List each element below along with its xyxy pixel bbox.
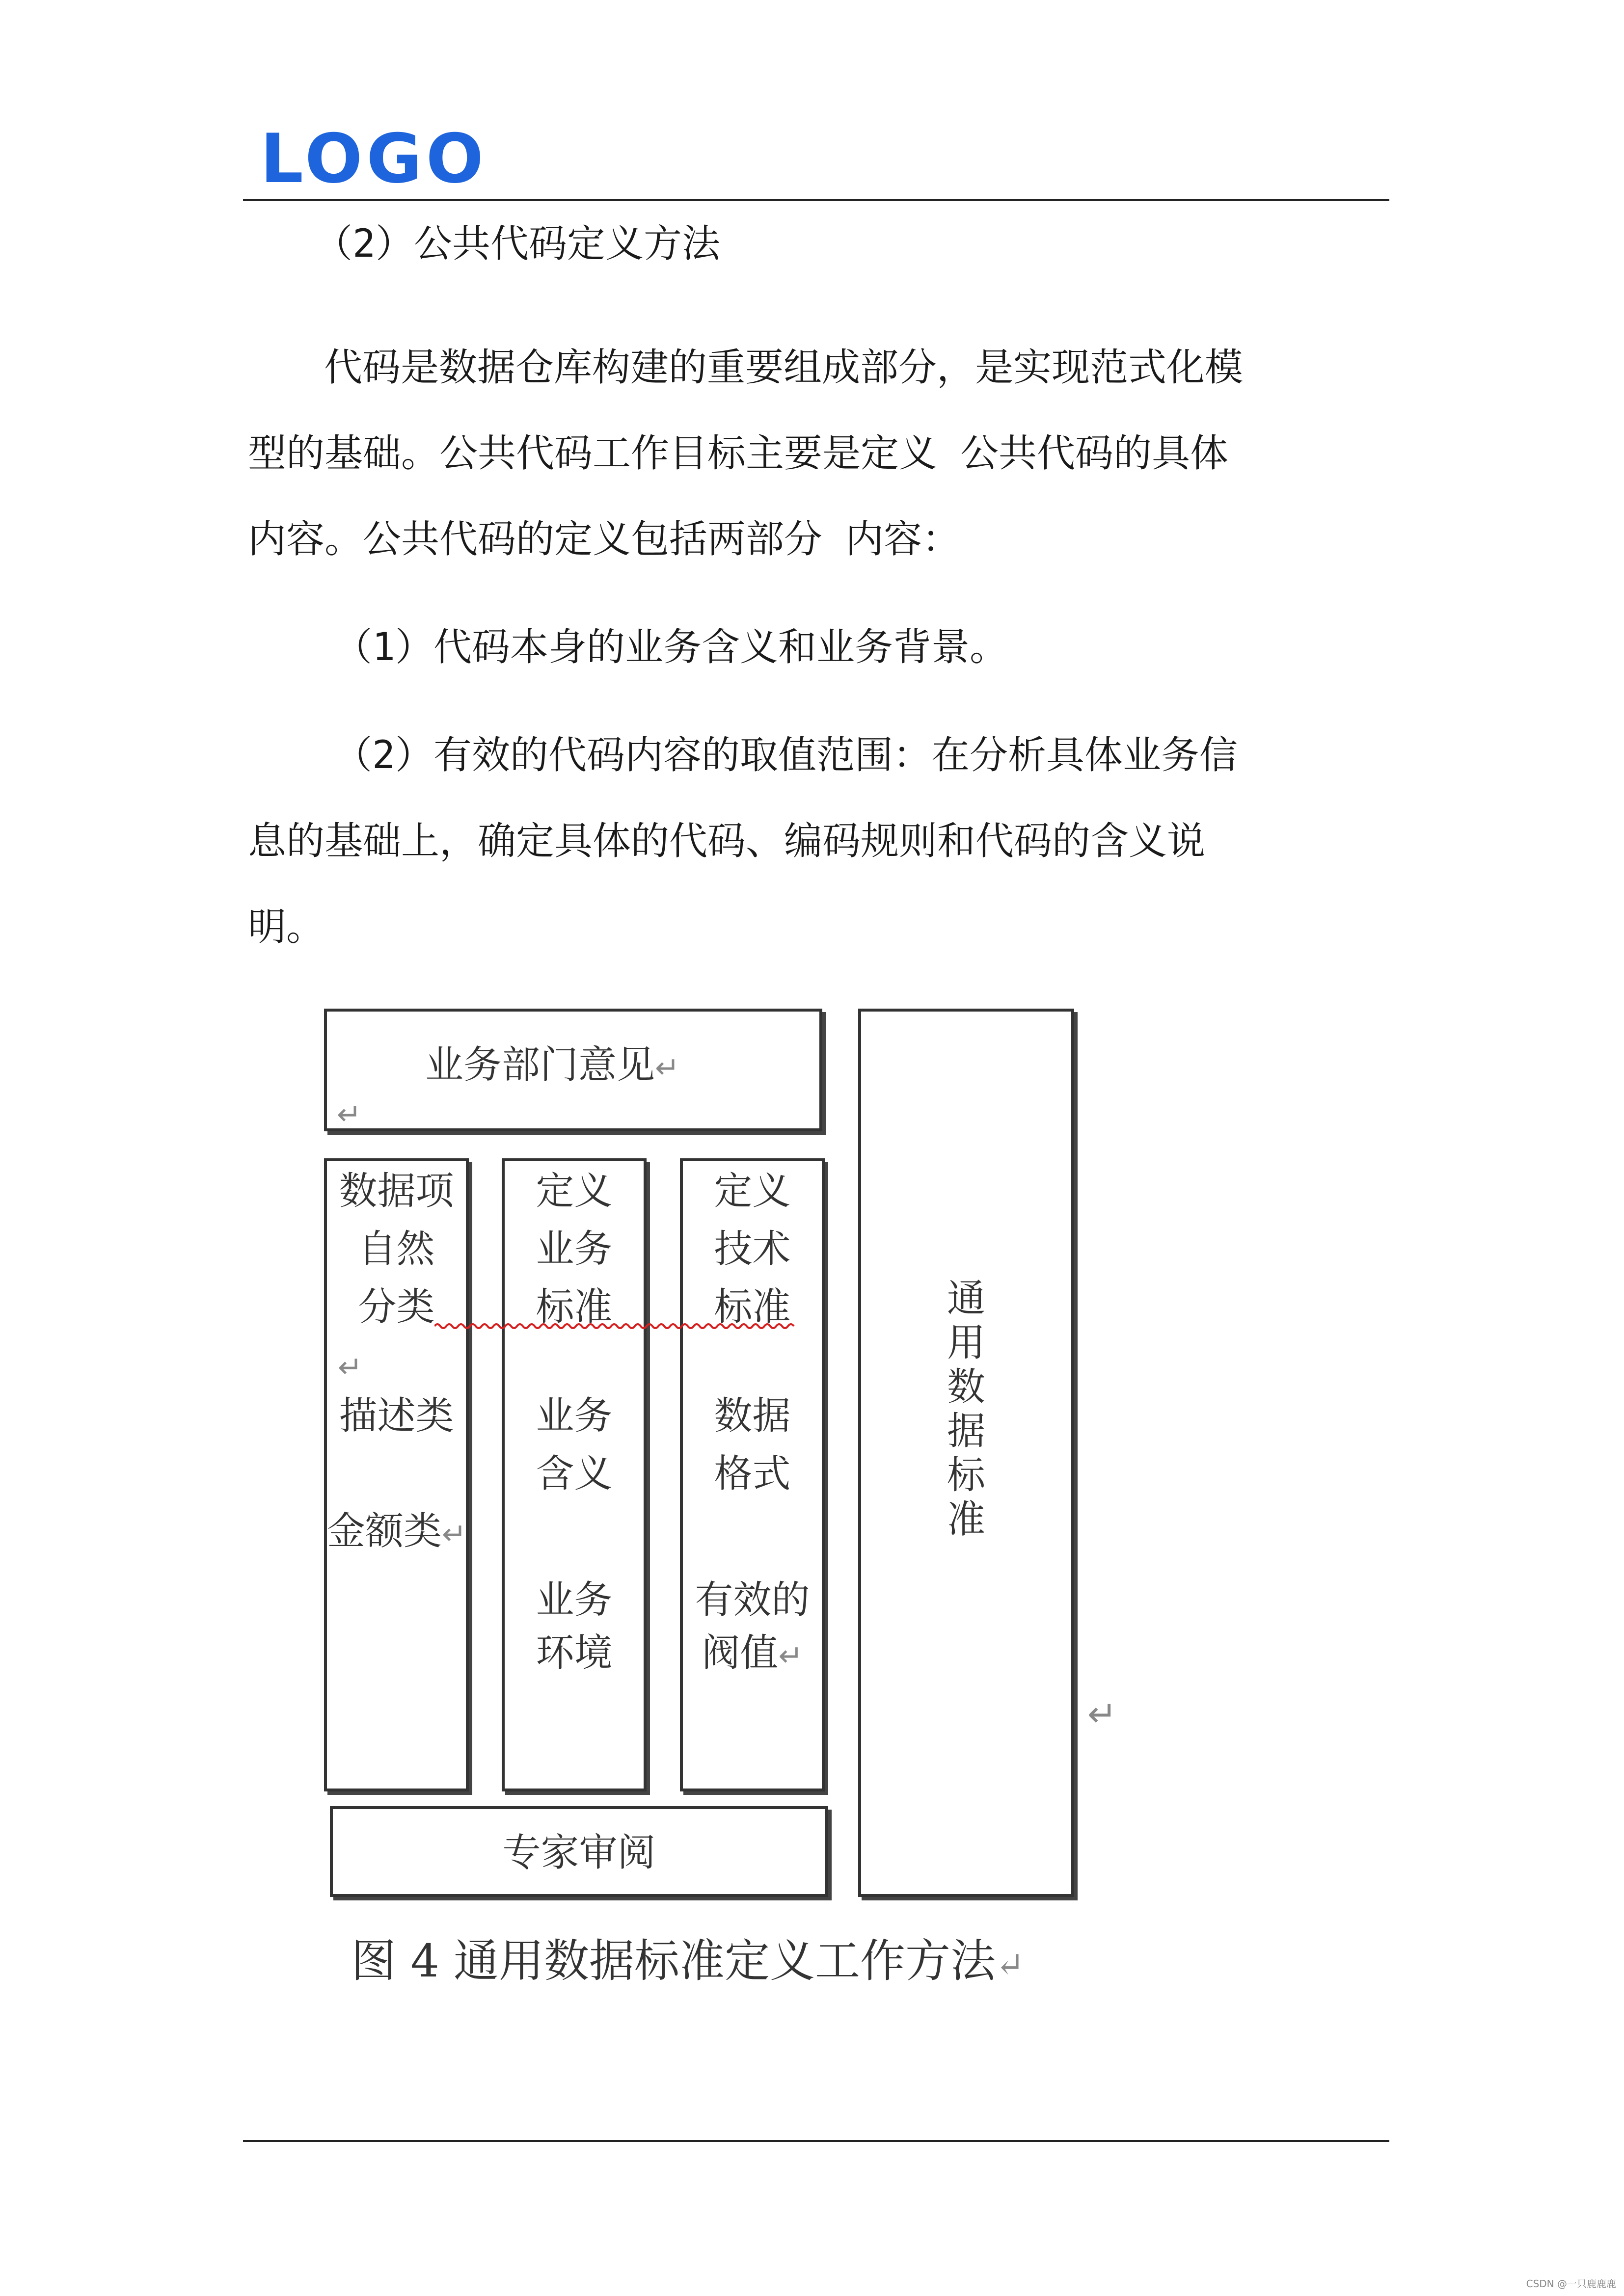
col1-line: 描述类 [339, 1394, 454, 1438]
col1-line: 金额类↵ [327, 1509, 467, 1553]
spellcheck-squiggle [434, 1321, 795, 1331]
top-box [324, 1009, 822, 1131]
list-item: （1）代码本身的业务含义和业务背景。 [334, 625, 1008, 669]
logo: LOGO [260, 119, 487, 198]
col3-line: 标准 [714, 1285, 791, 1329]
col1-line: 数据项 [339, 1169, 454, 1213]
return-mark: ↵ [338, 1350, 363, 1385]
list-item: 明。 [248, 905, 325, 949]
list-item: （2）有效的代码内容的取值范围：在分析具体业务信 [334, 733, 1238, 777]
right-box [858, 1009, 1074, 1897]
header-rule [243, 199, 1389, 201]
figure-caption: 图 4 通用数据标准定义工作方法↵ [351, 1935, 1025, 1987]
col2-line: 环境 [536, 1631, 613, 1675]
section-heading: （2）公共代码定义方法 [314, 222, 720, 266]
col3-line: 有效的 [695, 1578, 810, 1622]
right-box-label: 通 用 数 据 标 准 [947, 1277, 985, 1542]
paragraph-line: 内容。公共代码的定义包括两部分 内容： [248, 517, 960, 561]
col3-line: 数据 [714, 1394, 791, 1438]
footer-rule [243, 2140, 1389, 2142]
watermark: CSDN @一只鹿鹿鹿 [1526, 2278, 1616, 2290]
bottom-box-label: 专家审阅 [502, 1831, 656, 1875]
col2-line: 业务 [536, 1394, 613, 1438]
return-mark: ↵ [337, 1097, 362, 1132]
return-mark: ↵ [655, 1051, 680, 1085]
col2-line: 定义 [536, 1169, 613, 1213]
paragraph-line: 型的基础。公共代码工作目标主要是定义 公共代码的具体 [248, 431, 1228, 476]
column-business-standard [502, 1158, 647, 1791]
col3-line: 技术 [714, 1227, 791, 1271]
bottom-box [330, 1806, 828, 1897]
column-data-item-classification [324, 1158, 469, 1791]
paragraph-line: 代码是数据仓库构建的重要组成部分，是实现范式化模 [324, 346, 1244, 390]
column-technical-standard [680, 1158, 825, 1791]
col3-line: 格式 [714, 1452, 791, 1496]
col2-line: 含义 [536, 1452, 613, 1496]
col2-line: 业务 [536, 1227, 613, 1271]
col1-line: 分类 [358, 1285, 435, 1329]
col2-line: 标准 [536, 1285, 613, 1329]
col1-line: 自然 [358, 1227, 435, 1271]
return-mark: ↵ [1087, 1693, 1117, 1735]
col3-line: 定义 [714, 1169, 791, 1213]
top-box-label: 业务部门意见 [425, 1043, 655, 1087]
col3-line: 阀值↵ [702, 1631, 803, 1675]
col2-line: 业务 [536, 1578, 613, 1622]
list-item: 息的基础上，确定具体的代码、编码规则和代码的含义说 [248, 819, 1206, 863]
